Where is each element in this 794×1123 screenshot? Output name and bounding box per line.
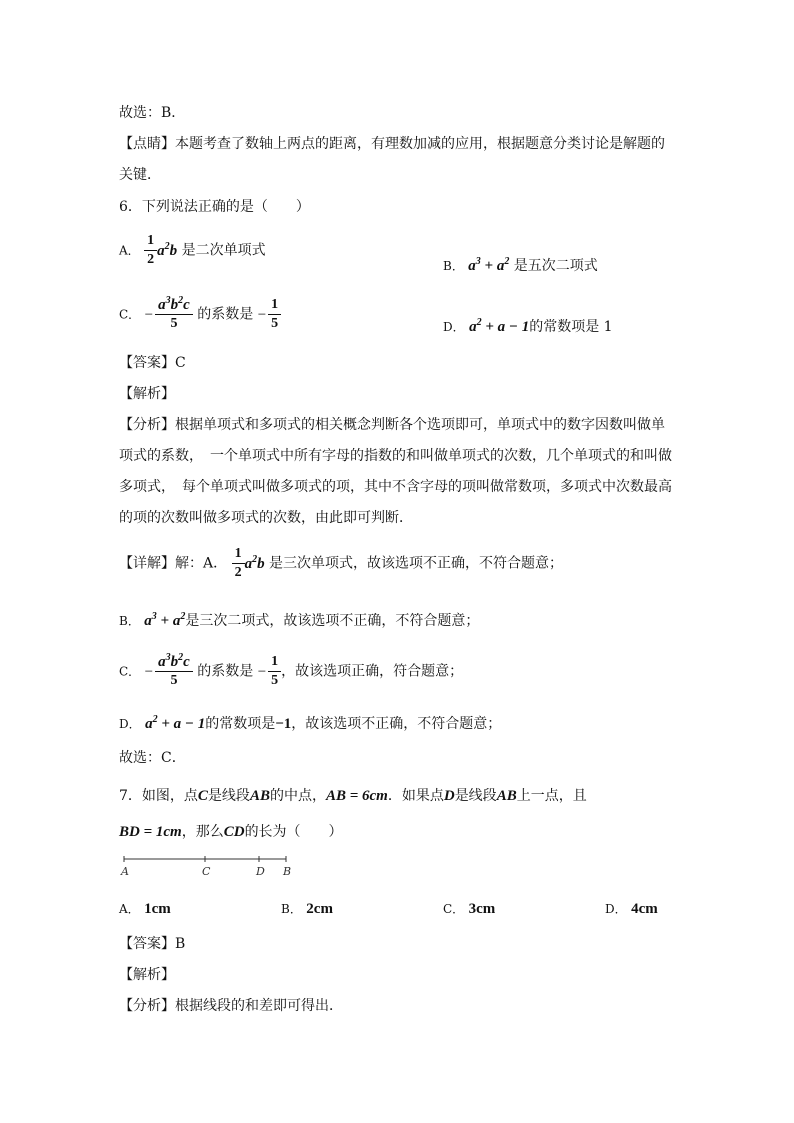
detail-c: C． − $\frac{a^3b^2c}{5}$ 的系数是 − $\frac{1}{5}$ ，故该选项正确，符合题意； (119, 652, 464, 688)
option-6d (443, 318, 613, 336)
detail-text: 的常数项是 (205, 716, 276, 732)
option-label: B． (281, 902, 302, 916)
segment-diagram (115, 850, 305, 880)
detail-prefix: B． (119, 614, 140, 628)
option-label: D． (443, 320, 465, 334)
q7-text: ．如果点 (387, 788, 444, 804)
detail-prefix: C． (119, 664, 141, 679)
option-label: A． (119, 243, 140, 258)
option-value: 2cm (306, 901, 333, 917)
math-expr: $a^3 + a^2$ (468, 256, 510, 274)
q7-text: 7．如图，点 (119, 788, 198, 804)
option-value: 4cm (631, 901, 658, 917)
segment-label-c: C (202, 865, 211, 878)
line-dianjing: 【点睛】本题考查了数轴上两点的距离，有理数加减的应用，根据题意分类讨论是解题的 (119, 136, 665, 152)
option-7c (443, 900, 495, 918)
detail-prefix: 【详解】解：A． (119, 555, 228, 572)
math-var: CD (223, 824, 245, 840)
detail-b (119, 612, 479, 630)
math-expr: $a^2b$ (244, 553, 265, 572)
q7-text: 上一点，且 (516, 788, 587, 804)
analysis-7: 【分析】根据线段的和差即可得出． (119, 998, 343, 1014)
option-label: C． (119, 307, 141, 322)
segment-label-a: A (121, 865, 129, 878)
answer-6: 【答案】C (119, 355, 186, 371)
math-frac: $\frac{a^3b^2c}{5}$ (155, 296, 193, 333)
math-expr: AB = 6cm (325, 788, 388, 804)
option-text: 是二次单项式 (181, 242, 266, 259)
question-6: 6．下列说法正确的是（ ） (119, 199, 310, 215)
math-expr: BD = 1cm (119, 824, 182, 840)
question-7 (119, 787, 587, 805)
math-var: AB (496, 788, 517, 804)
q7-text: 是线段 (454, 788, 497, 804)
line-conclusion-prev: 故选：B． (119, 105, 186, 121)
analysis-line: 项式的系数， 一个单项式中所有字母的指数的和叫做单项式的次数，几个单项式的和叫做 (119, 448, 672, 464)
detail-text: 的系数是 (197, 663, 254, 680)
answer-7: 【答案】B (119, 936, 186, 952)
q7-text: 的中点， (269, 788, 326, 804)
detail-text: ，故该选项正确，符合题意； (281, 663, 464, 680)
q7-text: ，那么 (181, 824, 224, 840)
math-var: C (197, 788, 208, 804)
option-6b (443, 257, 598, 275)
math-frac-half: $\frac{1}{2}$ (232, 545, 245, 582)
math-value: −1 (275, 716, 292, 732)
option-value: 3cm (468, 901, 496, 917)
option-text: 是五次二项式 (513, 258, 598, 274)
option-text: 的常数项是 1 (529, 319, 613, 335)
detail-prefix: D． (119, 717, 141, 731)
math-expr: $a^2 + a - 1$ (145, 714, 206, 732)
question-7-cont (119, 823, 343, 841)
detail-text: ，故该选项不正确，不符合题意； (291, 716, 502, 732)
option-label: B． (443, 259, 464, 273)
option-label: A． (119, 902, 140, 916)
math-var: D (443, 788, 455, 804)
segment-label-b: B (283, 865, 292, 878)
analysis-line: 的项的次数叫做多项式的次数，由此即可判断． (119, 510, 413, 526)
option-value: 1cm (144, 901, 171, 917)
math-var: AB (249, 788, 270, 804)
q7-text: 的长为（ ） (244, 824, 343, 840)
math-frac-half: $\frac{1}{2}$ (144, 232, 157, 269)
detail-text: 是三次单项式，故该选项不正确，不符合题意； (269, 555, 564, 572)
math-frac: $\frac{1}{5}$ (268, 653, 281, 690)
analysis-line: 【分析】根据单项式和多项式的相关概念判断各个选项即可，单项式中的数字因数叫做单 (119, 417, 665, 433)
jiexi-7: 【解析】 (119, 967, 175, 983)
detail-text: 是三次二项式，故该选项不正确，不符合题意； (185, 613, 480, 629)
detail-d (119, 715, 501, 733)
math-expr: $a^2b$ (157, 240, 178, 259)
math-expr: $a^2 + a - 1$ (469, 317, 530, 335)
option-6c: C． − $\frac{a^3b^2c}{5}$ 的系数是 − $\frac{1}{5}$ (119, 296, 281, 333)
math-expr: $a^3 + a^2$ (144, 611, 186, 629)
option-label: C． (443, 902, 465, 916)
q7-text: 是线段 (207, 788, 250, 804)
option-label: D． (605, 902, 627, 916)
option-6a (119, 232, 266, 269)
math-frac: $\frac{1}{5}$ (268, 296, 281, 333)
option-7b (281, 900, 333, 918)
analysis-line: 多项式， 每个单项式叫做多项式的项，其中不含字母的项叫做常数项，多项式中次数最高 (119, 479, 672, 495)
detail-a (119, 545, 563, 582)
line-dianjing-cont: 关键． (119, 167, 161, 183)
conclusion-6: 故选：C． (119, 750, 186, 766)
option-7a (119, 900, 171, 918)
math-frac: $\frac{a^3b^2c}{5}$ (155, 653, 193, 690)
segment-label-d: D (256, 865, 265, 878)
jiexi-6: 【解析】 (119, 386, 175, 402)
option-7d (605, 900, 658, 918)
option-text: 的系数是 (197, 306, 254, 323)
